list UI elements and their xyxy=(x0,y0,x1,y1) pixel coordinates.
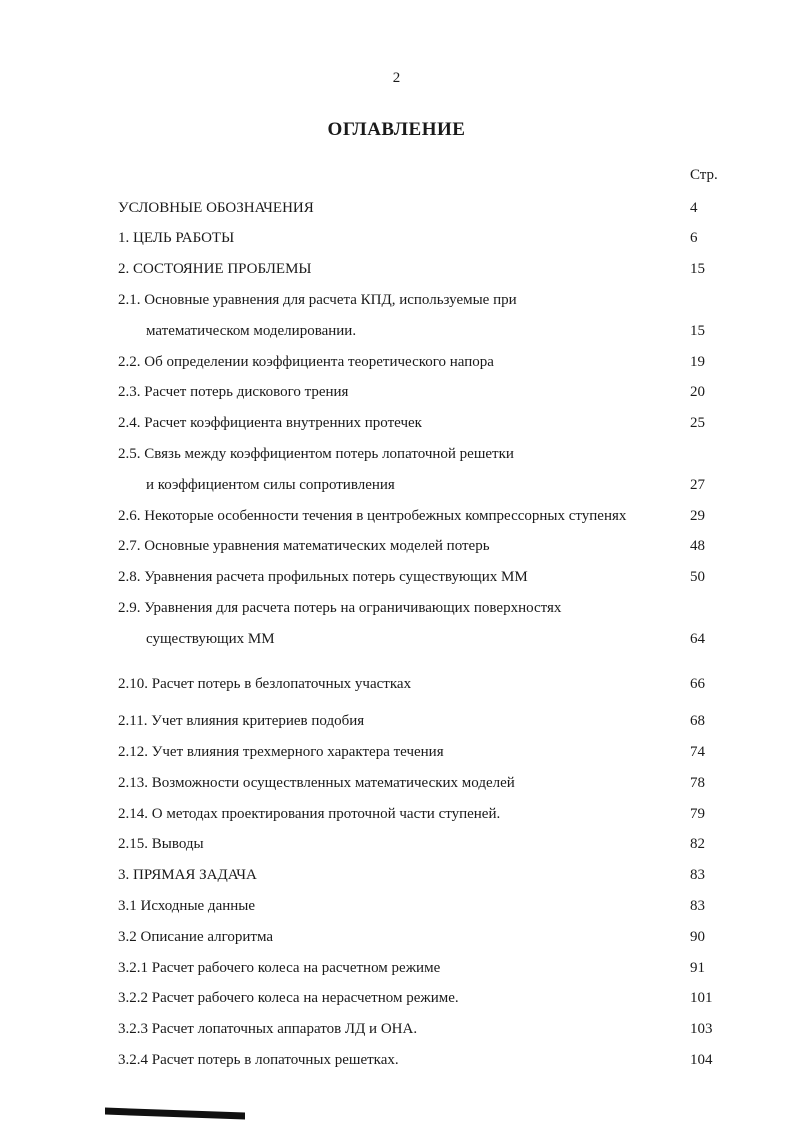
toc-entry-title: математическом моделировании. xyxy=(146,323,357,339)
toc-entry-page: 83 xyxy=(690,898,705,914)
toc-entry-title: 2.3. Расчет потерь дискового трения xyxy=(118,384,349,400)
toc-entry-title: 2.2. Об определении коэффициента теоретического напора xyxy=(118,354,494,370)
toc-entry xyxy=(0,261,793,283)
toc-entry-title: 3.2.2 Расчет рабочего колеса на нерасчетном режиме. xyxy=(118,990,459,1006)
toc-entry xyxy=(0,508,793,530)
toc-entry-title: 2.9. Уравнения для расчета потерь на ограничивающих поверхностях xyxy=(118,600,562,616)
toc-entry xyxy=(0,990,793,1012)
toc-entry xyxy=(0,929,793,951)
toc-entry-page: 101 xyxy=(690,990,713,1006)
toc-entry-title: 3.2.3 Расчет лопаточных аппаратов ЛД и ОНА. xyxy=(118,1021,418,1037)
toc-entry-page: 19 xyxy=(690,354,705,370)
toc-entry xyxy=(0,446,793,468)
toc-entry-page: 68 xyxy=(690,713,705,729)
toc-entry xyxy=(0,775,793,797)
toc-entry-page: 20 xyxy=(690,384,705,400)
toc-entry xyxy=(0,713,793,735)
toc-entry xyxy=(0,600,793,622)
toc-entry xyxy=(0,200,793,222)
toc-entry-page: 83 xyxy=(690,867,705,883)
toc-entry-continuation xyxy=(0,477,793,499)
toc-entry xyxy=(0,676,793,698)
toc-entry-title: УСЛОВНЫЕ ОБОЗНАЧЕНИЯ xyxy=(118,200,314,216)
toc-entry-page: 25 xyxy=(690,415,705,431)
toc-entry-title: 2.8. Уравнения расчета профильных потерь существующих ММ xyxy=(118,569,528,585)
toc-entry-page: 15 xyxy=(690,261,705,277)
page-column-label: Стр. xyxy=(690,167,718,183)
toc-entry-title: 2.1. Основные уравнения для расчета КПД, используемые при xyxy=(118,292,517,308)
toc-entry-title: 3.1 Исходные данные xyxy=(118,898,256,914)
toc-entry-title: 2. СОСТОЯНИЕ ПРОБЛЕМЫ xyxy=(118,261,312,277)
toc-entry xyxy=(0,230,793,252)
toc-entry-page: 103 xyxy=(690,1021,713,1037)
toc-entry-page: 48 xyxy=(690,538,705,554)
toc-entry-page: 64 xyxy=(690,631,705,647)
toc-entry-title: 2.10. Расчет потерь в безлопаточных участках xyxy=(118,676,412,692)
toc-entry-page: 15 xyxy=(690,323,705,339)
toc-entry xyxy=(0,1052,793,1074)
toc-entry xyxy=(0,1021,793,1043)
toc-entry xyxy=(0,292,793,314)
toc-entry-title: 2.11. Учет влияния критериев подобия xyxy=(118,713,365,729)
toc-entry xyxy=(0,898,793,920)
toc-entry-page: 66 xyxy=(690,676,705,692)
toc-entry-title: 2.12. Учет влияния трехмерного характера течения xyxy=(118,744,444,760)
toc-entry-page: 74 xyxy=(690,744,705,760)
toc-entry-title: 2.7. Основные уравнения математических моделей потерь xyxy=(118,538,490,554)
toc-entry-title: 3.2.1 Расчет рабочего колеса на расчетном режиме xyxy=(118,960,441,976)
toc-entry-page: 27 xyxy=(690,477,705,493)
toc-entry-title: 2.5. Связь между коэффициентом потерь лопаточной решетки xyxy=(118,446,514,462)
toc-entry-title: 3. ПРЯМАЯ ЗАДАЧА xyxy=(118,867,257,883)
toc-entry-page: 4 xyxy=(690,200,698,216)
toc-entry-title: 3.2.4 Расчет потерь в лопаточных решетках. xyxy=(118,1052,399,1068)
toc-entry-page: 104 xyxy=(690,1052,713,1068)
toc-entry-page: 50 xyxy=(690,569,705,585)
toc-entry-page: 82 xyxy=(690,836,705,852)
toc-entry xyxy=(0,354,793,376)
toc-entry xyxy=(0,806,793,828)
toc-entry-page: 90 xyxy=(690,929,705,945)
toc-entry-page: 79 xyxy=(690,806,705,822)
page-number: 2 xyxy=(392,70,401,86)
toc-entry-continuation xyxy=(0,631,793,653)
toc-entry xyxy=(0,867,793,889)
toc-entry xyxy=(0,384,793,406)
toc-entry-title: 2.6. Некоторые особенности течения в центробежных компрессорных ступенях xyxy=(118,508,627,524)
toc-entry xyxy=(0,744,793,766)
page-title: ОГЛАВЛЕНИЕ xyxy=(327,119,466,140)
toc-entry-page: 6 xyxy=(690,230,698,246)
toc-entry-page: 78 xyxy=(690,775,705,791)
toc-entry-title: существующих ММ xyxy=(146,631,275,647)
toc-entry xyxy=(0,836,793,858)
toc-entry-title: 3.2 Описание алгоритма xyxy=(118,929,274,945)
toc-entry-page: 91 xyxy=(690,960,705,976)
toc-entry-title: и коэффициентом силы сопротивления xyxy=(146,477,395,493)
toc-entry-title: 2.4. Расчет коэффициента внутренних протечек xyxy=(118,415,422,431)
toc-entry-title: 2.15. Выводы xyxy=(118,836,204,852)
toc-entry-title: 1. ЦЕЛЬ РАБОТЫ xyxy=(118,230,235,246)
toc-entry-title: 2.14. О методах проектирования проточной части ступеней. xyxy=(118,806,501,822)
toc-entry xyxy=(0,569,793,591)
toc-entry xyxy=(0,538,793,560)
toc-entry-page: 29 xyxy=(690,508,705,524)
toc-entry xyxy=(0,415,793,437)
toc-entry-title: 2.13. Возможности осуществленных математических моделей xyxy=(118,775,515,791)
toc-entry-continuation xyxy=(0,323,793,345)
toc-entry xyxy=(0,960,793,982)
